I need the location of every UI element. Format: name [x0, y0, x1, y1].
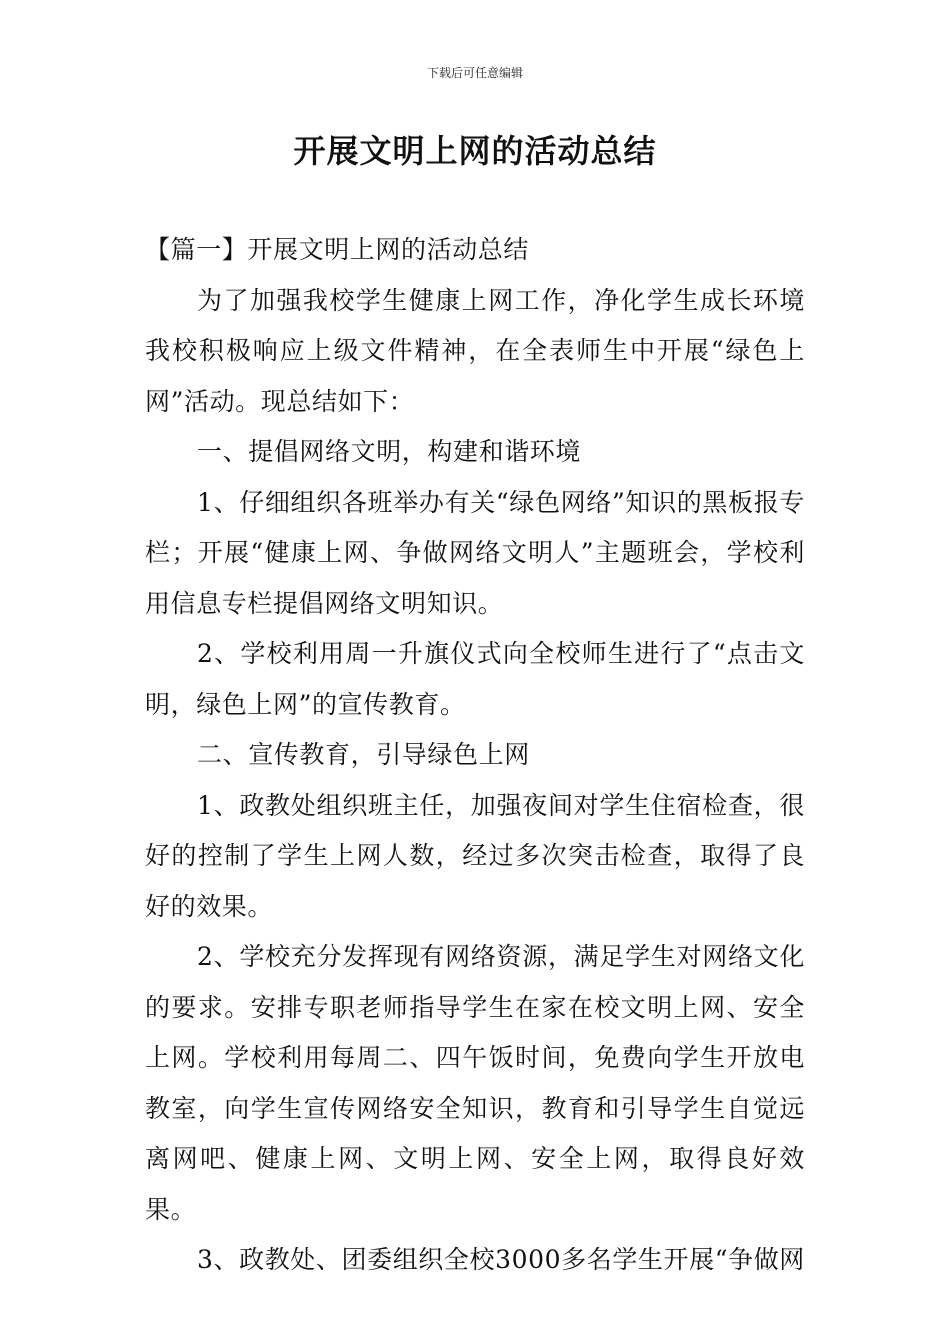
paragraph-item: 1、仔细组织各班举办有关“绿色网络”知识的黑板报专栏；开展“健康上网、争做网络文明人”主题班会，学校利用信息专栏提倡网络文明知识。: [145, 487, 805, 618]
paragraph-item: 2、学校利用周一升旗仪式向全校师生进行了“点击文明，绿色上网”的宣传教育。: [145, 639, 805, 719]
paragraph-item: 1、政教处组织班主任，加强夜间对学生住宿检查，很好的控制了学生上网人数，经过多次突击检查，取得了良好的效果。: [145, 790, 805, 921]
paragraph-heading-two: 二、宣传教育，引导绿色上网: [197, 740, 530, 769]
paragraph-item: 2、学校充分发挥现有网络资源，满足学生对网络文化的要求。安排专职老师指导学生在家在校文明上网、安全上网。学校利用每周二、四午饭时间，免费向学生开放电教室，向学生宣传网络安全知识，教育和引导学生自觉远离网吧、健康上网、文明上网、安全上网，取得良好效果。: [145, 942, 805, 1224]
document-title: 开展文明上网的活动总结: [293, 132, 657, 170]
header-note: 下载后可任意编辑: [426, 66, 523, 80]
section-heading: 【篇一】开展文明上网的活动总结: [145, 235, 530, 264]
document-body: [145, 225, 805, 1286]
paragraph-heading-one: 一、提倡网络文明，构建和谐环境: [197, 437, 582, 466]
paragraph-item: 3、政教处、团委组织全校3000多名学生开展“争做网: [197, 1245, 805, 1274]
paragraph-intro: 为了加强我校学生健康上网工作，净化学生成长环境我校积极响应上级文件精神，在全表师生中开展“绿色上网”活动。现总结如下：: [145, 285, 805, 416]
